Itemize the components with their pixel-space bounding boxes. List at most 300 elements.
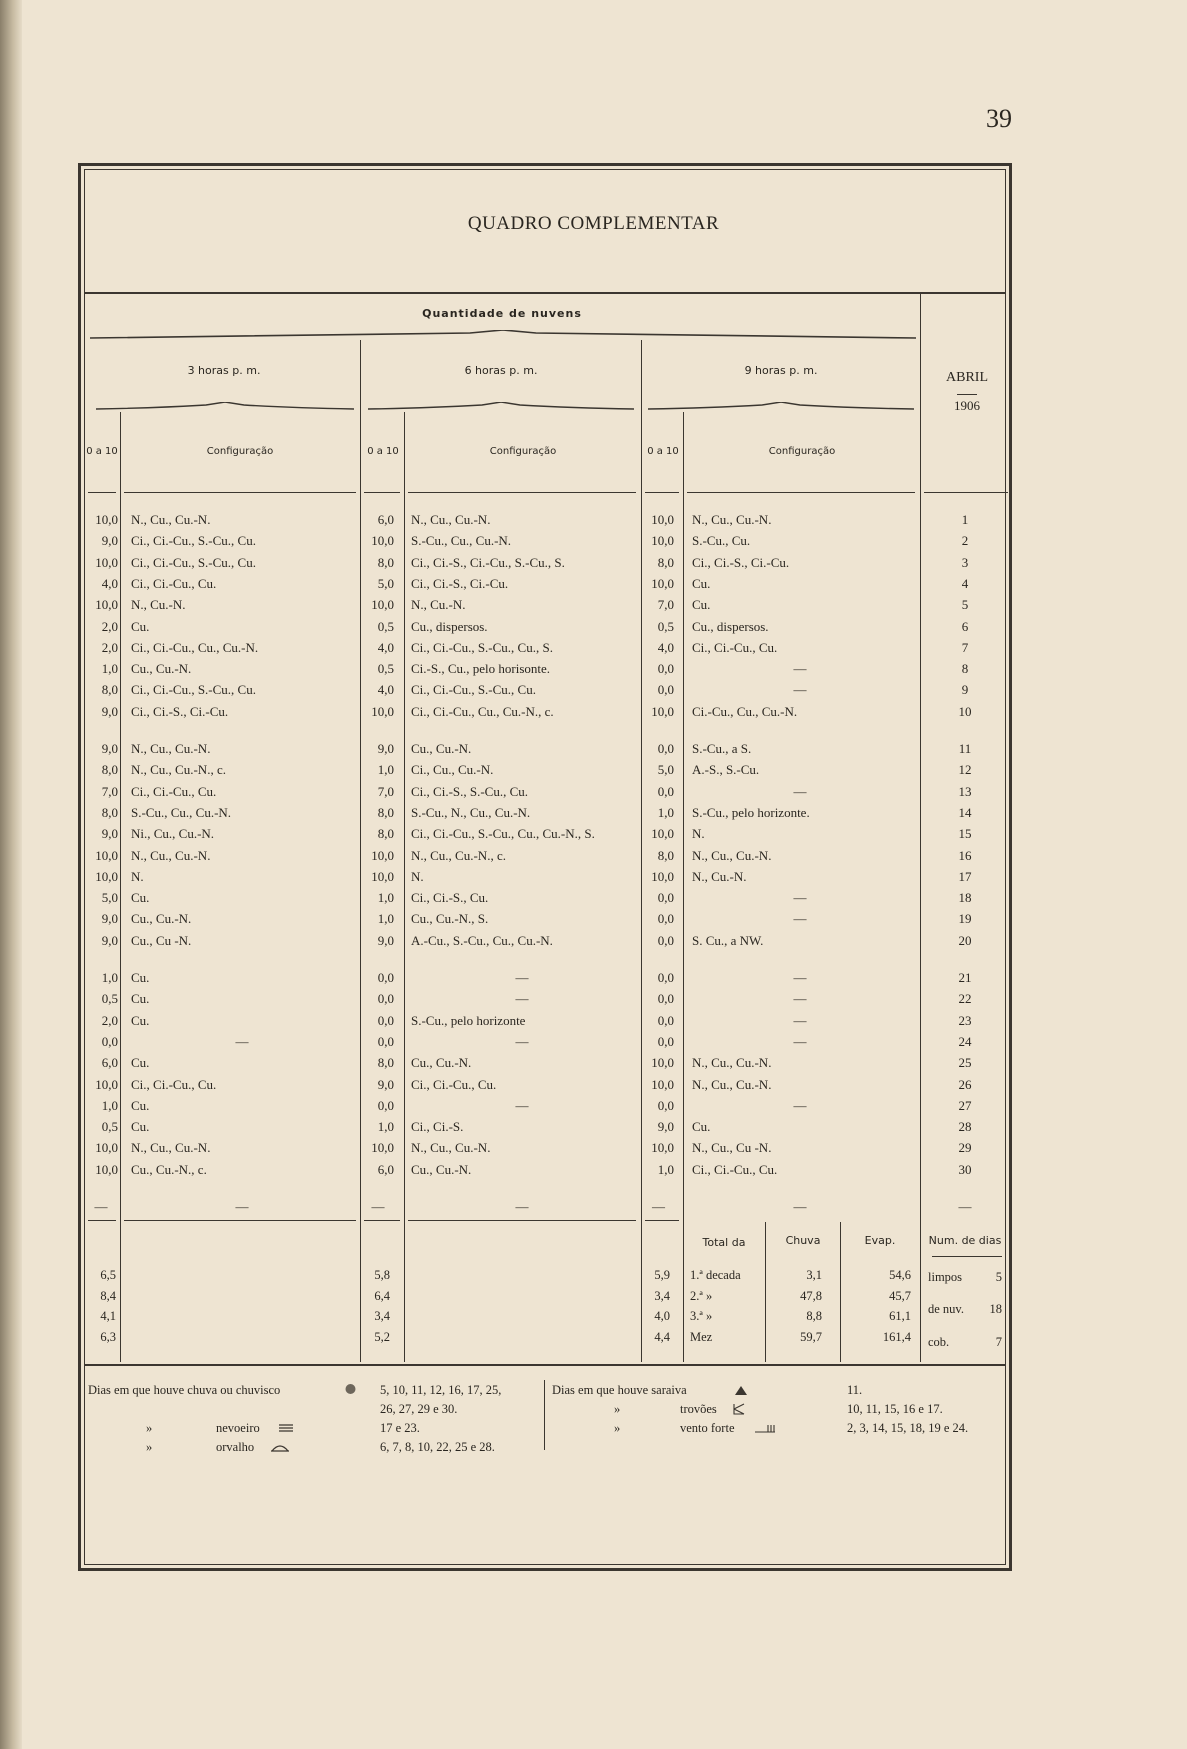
- cloud-config-3pm: Ni., Cu., Cu.-N.: [131, 826, 215, 842]
- cloud-amount-9pm: 0,0: [657, 911, 674, 927]
- mean-3pm: 6,5: [100, 1268, 116, 1282]
- cloud-config-3pm: Ci., Ci.-Cu., Cu.: [131, 575, 217, 591]
- mean-9pm: 3,4: [654, 1288, 670, 1303]
- totals-period: 1.ª decada: [690, 1268, 741, 1282]
- cloud-amount-3pm: 10,0: [95, 597, 118, 613]
- period-6pm: 6 horas p. m.: [464, 364, 538, 377]
- cloud-config-9pm: A.-S., S.-Cu.: [692, 762, 760, 778]
- cloud-config-3pm: Cu., Cu.-N.: [131, 911, 192, 927]
- dew-days: 6, 7, 8, 10, 22, 25 e 28.: [380, 1440, 495, 1454]
- cloud-config-9pm: Ci., Ci.-Cu., Cu.: [692, 1161, 778, 1177]
- rain-header: Chuva: [785, 1234, 821, 1247]
- header-underline: [364, 492, 400, 493]
- rain-total: 8,8: [806, 1309, 822, 1323]
- cloud-config-6pm: S.-Cu., Cu., Cu.-N.: [411, 533, 512, 549]
- cloud-config-3pm: Cu.: [131, 618, 150, 634]
- cloud-config-3pm: Cu.: [131, 1097, 150, 1113]
- fog-label: nevoeiro: [216, 1421, 260, 1435]
- ditto-mark: »: [614, 1421, 621, 1435]
- page-title: QUADRO COMPLEMENTAR: [467, 213, 720, 234]
- cloud-amount-3pm: 2,0: [101, 1012, 118, 1028]
- day-number: 13: [958, 783, 972, 799]
- group-header: Quantidade de nuvens: [422, 307, 582, 320]
- cloud-amount-3pm: 10,0: [95, 1161, 118, 1177]
- cloud-config-9pm: Ci., Ci.-Cu., Cu.: [692, 639, 778, 655]
- cloud-config-6pm: Ci., Cu., Cu.-N.: [411, 762, 494, 778]
- cloud-config-3pm: Ci., Ci.-Cu., Cu., Cu.-N.: [131, 639, 259, 655]
- cloud-config-3pm: Ci., Ci.-Cu., S.-Cu., Cu.: [131, 554, 256, 570]
- cloud-amount-6pm: 0,0: [377, 991, 394, 1007]
- mean-6pm: 3,4: [374, 1309, 390, 1323]
- cloud-amount-3pm: 9,0: [101, 741, 118, 756]
- day-number: 20: [958, 932, 972, 948]
- cloud-amount-6pm: 0,5: [377, 661, 394, 677]
- cloud-config-6pm: N., Cu.-N.: [411, 597, 466, 613]
- cloud-amount-9pm: 10,0: [651, 512, 674, 527]
- cloud-amount-3pm: 9,0: [101, 826, 118, 842]
- cloud-config-9pm: N.: [692, 826, 705, 842]
- cloud-config-3pm: N., Cu.-N.: [131, 597, 186, 613]
- cloud-amount-9pm: 10,0: [651, 1140, 674, 1156]
- summary-rule: [645, 1220, 679, 1221]
- cloud-amount-3pm: 10,0: [95, 1140, 118, 1156]
- cloud-amount-6pm: 9,0: [377, 741, 394, 756]
- dew-label: orvalho: [216, 1440, 255, 1454]
- cloud-config-6pm: Ci., Ci.-S., Ci.-Cu.: [411, 575, 509, 591]
- cloud-amount-6pm: 0,0: [377, 1033, 394, 1049]
- cloud-config-3pm: Cu., Cu.-N., c.: [131, 1161, 207, 1177]
- cloud-amount-6pm: 10,0: [371, 868, 394, 884]
- rain-total: 3,1: [806, 1268, 822, 1282]
- config-header-2: Configuração: [489, 446, 557, 457]
- summary-col-rule: [920, 1222, 921, 1362]
- header-underline: [408, 492, 636, 493]
- cloud-amount-6pm: 0,0: [377, 1097, 394, 1113]
- cloud-amount-6pm: 4,0: [377, 639, 394, 655]
- mean-3pm: 6,3: [100, 1329, 116, 1344]
- day-number: 29: [958, 1140, 972, 1156]
- cloud-amount-9pm: 10,0: [651, 868, 674, 884]
- overcast-days-value: 7: [995, 1335, 1002, 1349]
- cloud-config-3pm: N., Cu., Cu.-N.: [131, 1140, 211, 1156]
- cloud-config-9pm: N., Cu., Cu.-N.: [692, 847, 772, 863]
- cloud-config-9pm: —: [793, 661, 807, 677]
- cloud-amount-9pm: —: [652, 1199, 665, 1214]
- fog-days: 17 e 23.: [380, 1421, 420, 1435]
- day-number: 17: [958, 868, 972, 884]
- day-number: 30: [958, 1161, 972, 1177]
- cloud-amount-3pm: 10,0: [95, 1076, 118, 1092]
- cloud-config-9pm: —: [793, 970, 807, 985]
- cloud-amount-9pm: 10,0: [651, 1076, 674, 1092]
- cloud-config-9pm: N., Cu., Cu.-N.: [692, 1076, 772, 1092]
- cloud-config-6pm: Cu., Cu.-N.: [411, 1161, 472, 1177]
- cloud-config-6pm: N., Cu., Cu.-N.: [411, 512, 491, 527]
- cloud-amount-3pm: 8,0: [101, 762, 118, 778]
- header-underline: [924, 492, 1008, 493]
- day-number: 28: [958, 1119, 972, 1135]
- cloud-config-3pm: Cu.: [131, 890, 150, 906]
- cloud-config-3pm: Cu.: [131, 1012, 150, 1028]
- cloud-config-9pm: N., Cu., Cu -N.: [692, 1140, 772, 1156]
- cloud-amount-6pm: 10,0: [371, 847, 394, 863]
- cloud-amount-3pm: 8,0: [101, 682, 118, 698]
- month-year-divider: [957, 394, 977, 395]
- cloud-amount-3pm: 10,0: [95, 512, 118, 527]
- day-number: 24: [958, 1033, 972, 1049]
- cloud-amount-6pm: 0,5: [377, 618, 394, 634]
- cloud-amount-9pm: 0,0: [657, 661, 674, 677]
- cloud-amount-9pm: 0,0: [657, 1033, 674, 1049]
- thunder-label: trovões: [680, 1402, 717, 1416]
- cloud-config-9pm: N., Cu.-N.: [692, 868, 747, 884]
- day-number: 15: [958, 826, 972, 842]
- cloud-amount-9pm: 0,0: [657, 783, 674, 799]
- cloud-config-9pm: N., Cu., Cu.-N.: [692, 1055, 772, 1071]
- mean-9pm: 5,9: [654, 1268, 670, 1282]
- cloud-amount-9pm: 9,0: [657, 1119, 674, 1135]
- rain-label: Dias em que houve chuva ou chuvisco: [88, 1383, 281, 1397]
- cloud-amount-6pm: 5,0: [377, 575, 394, 591]
- cloud-amount-9pm: 0,5: [657, 618, 674, 634]
- cloud-amount-9pm: 7,0: [657, 597, 674, 613]
- day-number: 6: [961, 618, 969, 634]
- scale-rule-1: [120, 412, 121, 1224]
- day-number: 4: [961, 575, 969, 591]
- cloud-config-9pm: S.-Cu., Cu.: [692, 533, 751, 549]
- cloud-config-6pm: Ci., Ci.-Cu., Cu.: [411, 1076, 497, 1092]
- cloud-amount-3pm: 6,0: [101, 1055, 118, 1071]
- day-number: 12: [958, 762, 972, 778]
- days-header-rule: [932, 1256, 1002, 1257]
- cloud-config-9pm: S.-Cu., a S.: [692, 741, 752, 756]
- cloud-amount-6pm: 1,0: [377, 911, 394, 927]
- scale-header-1: 0 a 10: [86, 446, 118, 457]
- evap-header: Evap.: [864, 1234, 896, 1247]
- summary-col-rule: [404, 1222, 405, 1362]
- period-3pm: 3 horas p. m.: [187, 364, 261, 377]
- cloud-config-6pm: S.-Cu., N., Cu., Cu.-N.: [411, 804, 531, 820]
- cloud-config-9pm: —: [793, 783, 807, 799]
- cloud-config-9pm: Ci., Ci.-S., Ci.-Cu.: [692, 554, 790, 570]
- cloud-config-9pm: —: [793, 1199, 807, 1214]
- cloud-amount-3pm: 10,0: [95, 847, 118, 863]
- cloud-amount-9pm: 10,0: [651, 1055, 674, 1071]
- day-number: 27: [958, 1097, 972, 1113]
- day-number: 1: [961, 512, 969, 527]
- book-spine-shadow: [0, 0, 22, 1749]
- cloud-config-6pm: Ci., Ci.-S., S.-Cu., Cu.: [411, 783, 529, 799]
- cloud-config-3pm: Ci., Ci.-Cu., Cu.: [131, 783, 217, 799]
- cloud-config-3pm: S.-Cu., Cu., Cu.-N.: [131, 804, 232, 820]
- cloud-amount-3pm: 9,0: [101, 911, 118, 927]
- day-number: —: [958, 1199, 972, 1214]
- cloud-config-6pm: Cu., Cu.-N., S.: [411, 911, 489, 927]
- cloud-amount-6pm: 8,0: [377, 1055, 394, 1071]
- rain-total: 47,8: [800, 1288, 822, 1303]
- evap-total: 45,7: [889, 1288, 911, 1303]
- cloud-amount-6pm: 1,0: [377, 1119, 394, 1135]
- cloud-config-9pm: —: [793, 1033, 807, 1049]
- cloud-amount-6pm: 6,0: [377, 512, 394, 527]
- year-label: 1906: [954, 398, 980, 413]
- cloud-config-9pm: —: [793, 911, 807, 927]
- totals-header: Total da: [702, 1236, 746, 1249]
- cloud-amount-9pm: 0,0: [657, 1097, 674, 1113]
- summary-rule: [88, 1220, 116, 1221]
- cloud-config-9pm: —: [793, 1097, 807, 1113]
- cloud-amount-3pm: 1,0: [101, 970, 118, 985]
- footer-divider: [544, 1380, 545, 1450]
- cloud-config-9pm: Cu.: [692, 1119, 711, 1135]
- cloud-amount-6pm: 10,0: [371, 1140, 394, 1156]
- cloud-config-6pm: —: [515, 1199, 529, 1214]
- cloud-amount-6pm: 9,0: [377, 1076, 394, 1092]
- cloud-config-3pm: Cu.: [131, 1119, 150, 1135]
- cloud-config-6pm: —: [515, 991, 529, 1007]
- month-label: ABRIL: [946, 370, 988, 385]
- cloud-amount-3pm: 9,0: [101, 932, 118, 948]
- ditto-mark: »: [146, 1421, 153, 1435]
- evap-total: 61,1: [889, 1309, 911, 1323]
- cloud-config-9pm: S. Cu., a NW.: [692, 932, 764, 948]
- cloud-config-6pm: Ci., Ci.-Cu., S.-Cu., Cu.: [411, 682, 536, 698]
- period-rule-1: [360, 340, 361, 1224]
- summary-col-rule: [120, 1222, 121, 1362]
- cloud-config-6pm: Cu., Cu.-N.: [411, 1055, 472, 1071]
- cloud-config-9pm: —: [793, 1012, 807, 1028]
- mean-6pm: 5,8: [374, 1268, 390, 1282]
- cloud-config-3pm: Cu.: [131, 991, 150, 1007]
- days-header: Num. de dias: [928, 1234, 1002, 1247]
- hail-label: Dias em que houve saraiva: [552, 1383, 687, 1397]
- brace-3pm: [96, 402, 354, 410]
- cloud-config-3pm: N., Cu., Cu.-N., c.: [131, 762, 226, 778]
- config-header-1: Configuração: [206, 446, 274, 457]
- cloud-config-3pm: Ci., Ci.-S., Ci.-Cu.: [131, 703, 229, 719]
- cloud-amount-3pm: 2,0: [101, 618, 118, 634]
- cloud-amount-3pm: 10,0: [95, 868, 118, 884]
- cloud-config-6pm: Ci., Ci.-Cu., Cu., Cu.-N., c.: [411, 703, 554, 719]
- cloud-amount-6pm: 10,0: [371, 597, 394, 613]
- cloud-amount-6pm: 10,0: [371, 703, 394, 719]
- mean-6pm: 5,2: [374, 1329, 390, 1344]
- thunder-days: 10, 11, 15, 16 e 17.: [847, 1402, 943, 1416]
- summary-rule: [364, 1220, 400, 1221]
- cloud-amount-3pm: 4,0: [101, 575, 118, 591]
- cloud-amount-3pm: 1,0: [101, 1097, 118, 1113]
- header-underline: [124, 492, 356, 493]
- cloud-amount-9pm: 0,0: [657, 991, 674, 1007]
- cloud-config-6pm: —: [515, 1033, 529, 1049]
- cloud-amount-9pm: 0,0: [657, 932, 674, 948]
- brace-9pm: [648, 402, 914, 410]
- cloud-config-3pm: N., Cu., Cu.-N.: [131, 512, 211, 527]
- cloud-amount-3pm: 10,0: [95, 554, 118, 570]
- cloud-amount-3pm: 8,0: [101, 804, 118, 820]
- wind-days: 2, 3, 14, 15, 18, 19 e 24.: [847, 1421, 969, 1435]
- day-number: 9: [961, 682, 969, 698]
- totals-period: 2.ª »: [690, 1288, 713, 1303]
- cloud-config-6pm: N., Cu., Cu.-N.: [411, 1140, 491, 1156]
- ditto-mark: »: [614, 1402, 621, 1416]
- cloud-amount-6pm: 4,0: [377, 682, 394, 698]
- page-number: 39: [986, 104, 1012, 133]
- cloud-amount-6pm: 8,0: [377, 826, 394, 842]
- ditto-mark: »: [146, 1440, 153, 1454]
- day-number: 26: [958, 1076, 972, 1092]
- cloudy-days-label: de nuv.: [928, 1302, 964, 1316]
- cloud-config-6pm: —: [515, 1097, 529, 1113]
- cloud-config-9pm: S.-Cu., pelo horizonte.: [692, 804, 810, 820]
- day-number: 2: [961, 533, 969, 549]
- scale-rule-3: [683, 412, 684, 1224]
- cloud-config-6pm: Ci., Ci.-S., Cu.: [411, 890, 489, 906]
- cloud-config-3pm: Ci., Ci.-Cu., S.-Cu., Cu.: [131, 682, 256, 698]
- cloud-config-3pm: Ci., Ci.-Cu., S.-Cu., Cu.: [131, 533, 256, 549]
- cloud-amount-3pm: 1,0: [101, 661, 118, 677]
- cloud-amount-3pm: 0,5: [101, 1119, 118, 1135]
- cloud-config-9pm: Cu.: [692, 575, 711, 591]
- scale-rule-2: [404, 412, 405, 1224]
- period-rule-2: [641, 340, 642, 1224]
- wind-symbol: [754, 1421, 776, 1440]
- cloud-amount-9pm: 10,0: [651, 575, 674, 591]
- cloud-amount-3pm: 9,0: [101, 703, 118, 719]
- fog-symbol: [278, 1421, 294, 1440]
- day-number: 10: [958, 703, 972, 719]
- dew-symbol: [270, 1440, 290, 1459]
- cloud-config-6pm: Ci., Ci.-S.: [411, 1119, 464, 1135]
- cloud-amount-6pm: 9,0: [377, 932, 394, 948]
- cloud-amount-3pm: 0,5: [101, 991, 118, 1007]
- header-underline: [687, 492, 915, 493]
- cloud-config-3pm: Cu., Cu.-N.: [131, 661, 192, 677]
- rain-days-continued: 26, 27, 29 e 30.: [380, 1402, 458, 1416]
- cloud-config-6pm: S.-Cu., pelo horizonte: [411, 1012, 526, 1028]
- totals-period: 3.ª »: [690, 1309, 713, 1323]
- cloud-config-6pm: Cu., dispersos.: [411, 618, 488, 634]
- day-number: 8: [961, 661, 969, 677]
- rain-days: 5, 10, 11, 12, 16, 17, 25,: [380, 1383, 502, 1397]
- cloud-config-3pm: N., Cu., Cu.-N.: [131, 741, 211, 756]
- rain-symbol: [344, 1382, 357, 1401]
- cloud-config-6pm: A.-Cu., S.-Cu., Cu., Cu.-N.: [411, 932, 553, 948]
- cloud-amount-9pm: 8,0: [657, 554, 674, 570]
- month-column-rule: [920, 294, 921, 1224]
- mean-3pm: 8,4: [100, 1288, 116, 1303]
- hail-symbol: [734, 1383, 748, 1402]
- header-underline: [88, 492, 116, 493]
- cloud-config-9pm: —: [793, 890, 807, 906]
- day-number: 23: [958, 1012, 972, 1028]
- cloud-amount-6pm: 6,0: [377, 1161, 394, 1177]
- cloud-config-6pm: Ci., Ci.-S., Ci.-Cu., S.-Cu., S.: [411, 554, 565, 570]
- cloud-amount-9pm: 0,0: [657, 970, 674, 985]
- cloud-amount-6pm: 0,0: [377, 970, 394, 985]
- cloud-config-3pm: N.: [131, 868, 144, 884]
- mean-3pm: 4,1: [100, 1309, 116, 1323]
- cloud-amount-6pm: 1,0: [377, 890, 394, 906]
- clear-days-label: limpos: [928, 1270, 963, 1284]
- cloud-config-3pm: —: [235, 1033, 249, 1049]
- cloud-amount-9pm: 5,0: [657, 762, 674, 778]
- brace-6pm: [368, 402, 634, 410]
- mean-9pm: 4,0: [654, 1309, 670, 1323]
- day-number: 5: [961, 597, 969, 613]
- cloud-amount-9pm: 1,0: [657, 1161, 674, 1177]
- cloud-config-6pm: N.: [411, 868, 424, 884]
- cloud-config-3pm: N., Cu., Cu.-N.: [131, 847, 211, 863]
- scale-header-2: 0 a 10: [367, 446, 399, 457]
- day-number: 7: [961, 639, 969, 655]
- cloud-config-9pm: Cu., dispersos.: [692, 618, 769, 634]
- wind-label: vento forte: [680, 1421, 735, 1435]
- period-9pm: 9 horas p. m.: [744, 364, 818, 377]
- rain-total: 59,7: [800, 1329, 822, 1344]
- evap-total: 54,6: [889, 1268, 911, 1282]
- cloud-amount-6pm: 8,0: [377, 554, 394, 570]
- cloud-config-3pm: Ci., Ci.-Cu., Cu.: [131, 1076, 217, 1092]
- day-number: 3: [961, 554, 969, 570]
- summary-col-rule: [641, 1222, 642, 1362]
- cloud-config-9pm: Cu.: [692, 597, 711, 613]
- cloud-config-3pm: Cu.: [131, 1055, 150, 1071]
- config-header-3: Configuração: [768, 446, 836, 457]
- cloud-config-6pm: Ci., Ci.-Cu., S.-Cu., Cu., S.: [411, 639, 553, 655]
- totals-period: Mez: [690, 1329, 713, 1344]
- summary-rule: [408, 1220, 636, 1221]
- day-number: 18: [958, 890, 972, 906]
- cloud-amount-9pm: 10,0: [651, 826, 674, 842]
- mean-6pm: 6,4: [374, 1288, 390, 1303]
- day-number: 19: [958, 911, 972, 927]
- cloud-amount-3pm: —: [94, 1199, 108, 1214]
- cloud-amount-9pm: 8,0: [657, 847, 674, 863]
- header-rule: [84, 292, 1006, 294]
- cloud-amount-3pm: 2,0: [101, 639, 118, 655]
- cloud-config-6pm: Cu., Cu.-N.: [411, 741, 472, 756]
- cloud-amount-9pm: 4,0: [657, 639, 674, 655]
- footer-rule: [84, 1364, 1006, 1366]
- day-number: 14: [958, 804, 972, 820]
- clear-days-value: 5: [995, 1270, 1002, 1284]
- summary-rule: [124, 1220, 356, 1221]
- cloud-amount-6pm: 1,0: [377, 762, 394, 778]
- day-number: 16: [958, 847, 972, 863]
- cloud-amount-3pm: 9,0: [101, 533, 118, 549]
- cloud-amount-9pm: 0,0: [657, 890, 674, 906]
- cloud-amount-6pm: 10,0: [371, 533, 394, 549]
- cloud-config-6pm: Ci.-S., Cu., pelo horisonte.: [411, 661, 551, 677]
- cloud-amount-6pm: 7,0: [377, 783, 394, 799]
- cloud-config-3pm: Cu.: [131, 970, 150, 985]
- cloud-amount-3pm: 5,0: [101, 890, 118, 906]
- cloud-amount-9pm: 0,0: [657, 682, 674, 698]
- cloud-amount-6pm: 8,0: [377, 804, 394, 820]
- summary-col-rule: [360, 1222, 361, 1362]
- evap-total: 161,4: [882, 1329, 911, 1344]
- group-brace: [90, 330, 916, 340]
- cloud-amount-6pm: 0,0: [377, 1012, 394, 1028]
- cloud-config-6pm: Ci., Ci.-Cu., S.-Cu., Cu., Cu.-N., S.: [411, 826, 595, 842]
- day-number: 22: [958, 991, 972, 1007]
- header-underline: [645, 492, 679, 493]
- cloud-config-3pm: Cu., Cu -N.: [131, 932, 192, 948]
- cloud-config-3pm: —: [235, 1199, 249, 1214]
- cloud-amount-9pm: 10,0: [651, 533, 674, 549]
- cloud-config-9pm: —: [793, 682, 807, 698]
